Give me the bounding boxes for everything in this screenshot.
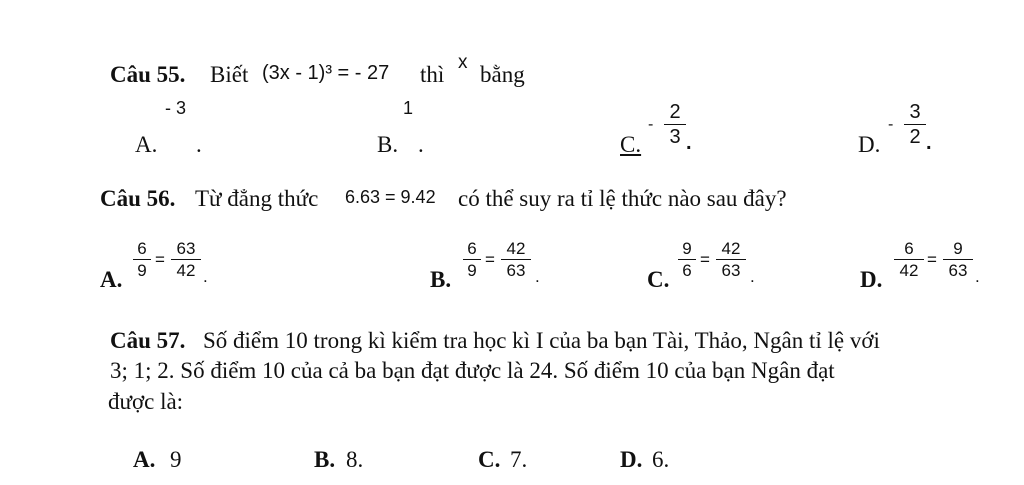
option-55-c-denominator: 3 bbox=[669, 126, 681, 148]
fraction-bar bbox=[463, 259, 481, 260]
numerator: 9 bbox=[953, 239, 963, 258]
numerator: 63 bbox=[176, 239, 196, 258]
denominator: 6 bbox=[682, 261, 692, 280]
option-55-c-fraction bbox=[664, 102, 686, 147]
option-56-b-right-fraction bbox=[501, 240, 531, 279]
option-56-c-left-fraction bbox=[678, 240, 696, 279]
option-55-b-letter: B. bbox=[377, 132, 399, 157]
option-55-c-sign: - bbox=[648, 116, 654, 133]
option-55-b-dot: . bbox=[418, 132, 424, 157]
option-56-a-right-fraction bbox=[171, 240, 201, 279]
option-56-d-letter: D. bbox=[860, 267, 883, 292]
question-55-equation: (3x - 1)³ = - 27 bbox=[262, 62, 390, 84]
numerator: 6 bbox=[904, 239, 914, 258]
option-57-a-value: 9 bbox=[170, 447, 182, 472]
option-57-d-value: 6. bbox=[652, 447, 670, 472]
option-57-b-letter: B. bbox=[314, 447, 336, 472]
option-57-a-letter: A. bbox=[133, 447, 156, 472]
option-56-d-left-fraction bbox=[894, 240, 924, 279]
denominator: 9 bbox=[467, 261, 477, 280]
fraction-bar bbox=[943, 259, 973, 260]
option-56-a-letter: A. bbox=[100, 267, 123, 292]
option-55-d-fraction bbox=[904, 102, 926, 147]
option-55-a-letter: A. bbox=[135, 132, 158, 157]
fraction-bar bbox=[716, 259, 746, 260]
equals-sign: = bbox=[155, 250, 165, 269]
question-55-then: thì bbox=[420, 62, 445, 87]
question-55-label: Câu 55. bbox=[110, 62, 186, 87]
fraction-bar bbox=[904, 124, 926, 125]
option-55-c-dot: . bbox=[686, 132, 692, 154]
equals-sign: = bbox=[700, 250, 710, 269]
option-57-b-value: 8. bbox=[346, 447, 364, 472]
question-57-line-1: Số điểm 10 trong kì kiểm tra học kì I của ba bạn Tài, Thảo, Ngân tỉ lệ với bbox=[203, 328, 880, 353]
question-55-intro: Biết bbox=[210, 62, 249, 87]
option-56-c-letter: C. bbox=[647, 267, 670, 292]
question-56-equation: 6.63 = 9.42 bbox=[345, 187, 436, 207]
option-57-c-letter: C. bbox=[478, 447, 501, 472]
option-57-c-value: 7. bbox=[510, 447, 528, 472]
option-56-d-dot: . bbox=[975, 267, 980, 286]
question-56-text-after: có thể suy ra tỉ lệ thức nào sau đây? bbox=[458, 186, 787, 211]
option-55-d-sign: - bbox=[888, 116, 894, 133]
numerator: 6 bbox=[137, 239, 147, 258]
question-55-variable: x bbox=[458, 52, 468, 73]
fraction-bar bbox=[678, 259, 696, 260]
denominator: 63 bbox=[506, 261, 526, 280]
denominator: 42 bbox=[176, 261, 196, 280]
option-55-d-dot: . bbox=[926, 132, 932, 154]
option-55-c-numerator: 2 bbox=[669, 101, 681, 123]
denominator: 63 bbox=[721, 261, 741, 280]
denominator: 9 bbox=[137, 261, 147, 280]
equals-sign: = bbox=[927, 250, 937, 269]
option-55-c-letter: C. bbox=[620, 132, 642, 157]
option-56-b-left-fraction bbox=[463, 240, 481, 279]
question-56-text-before: Từ đẳng thức bbox=[195, 186, 319, 211]
option-55-a-value: - 3 bbox=[165, 98, 187, 118]
denominator: 42 bbox=[899, 261, 919, 280]
question-57-line-2: 3; 1; 2. Số điểm 10 của cả ba bạn đạt được là 24. Số điểm 10 của bạn Ngân đạt bbox=[110, 358, 835, 383]
option-55-b-value: 1 bbox=[403, 98, 414, 118]
option-56-c-dot: . bbox=[750, 267, 755, 286]
numerator: 42 bbox=[721, 239, 741, 258]
numerator: 42 bbox=[506, 239, 526, 258]
fraction-bar bbox=[171, 259, 201, 260]
option-56-a-dot: . bbox=[203, 267, 208, 286]
equals-sign: = bbox=[485, 250, 495, 269]
question-55-ending: bằng bbox=[480, 62, 525, 87]
fraction-bar bbox=[501, 259, 531, 260]
numerator: 6 bbox=[467, 239, 477, 258]
option-55-d-numerator: 3 bbox=[909, 101, 921, 123]
option-56-c-right-fraction bbox=[716, 240, 746, 279]
option-55-a-dot: . bbox=[196, 132, 202, 157]
fraction-bar bbox=[894, 259, 924, 260]
option-56-d-right-fraction bbox=[943, 240, 973, 279]
option-55-d-letter: D. bbox=[858, 132, 881, 157]
option-55-d-denominator: 2 bbox=[909, 126, 921, 148]
option-56-a-left-fraction bbox=[133, 240, 151, 279]
question-56-label: Câu 56. bbox=[100, 186, 176, 211]
denominator: 63 bbox=[948, 261, 968, 280]
numerator: 9 bbox=[682, 239, 692, 258]
option-56-b-dot: . bbox=[535, 267, 540, 286]
fraction-bar bbox=[664, 124, 686, 125]
option-56-b-letter: B. bbox=[430, 267, 452, 292]
question-57-line-3: được là: bbox=[108, 389, 184, 414]
question-57-label: Câu 57. bbox=[110, 328, 186, 353]
option-57-d-letter: D. bbox=[620, 447, 643, 472]
fraction-bar bbox=[133, 259, 151, 260]
